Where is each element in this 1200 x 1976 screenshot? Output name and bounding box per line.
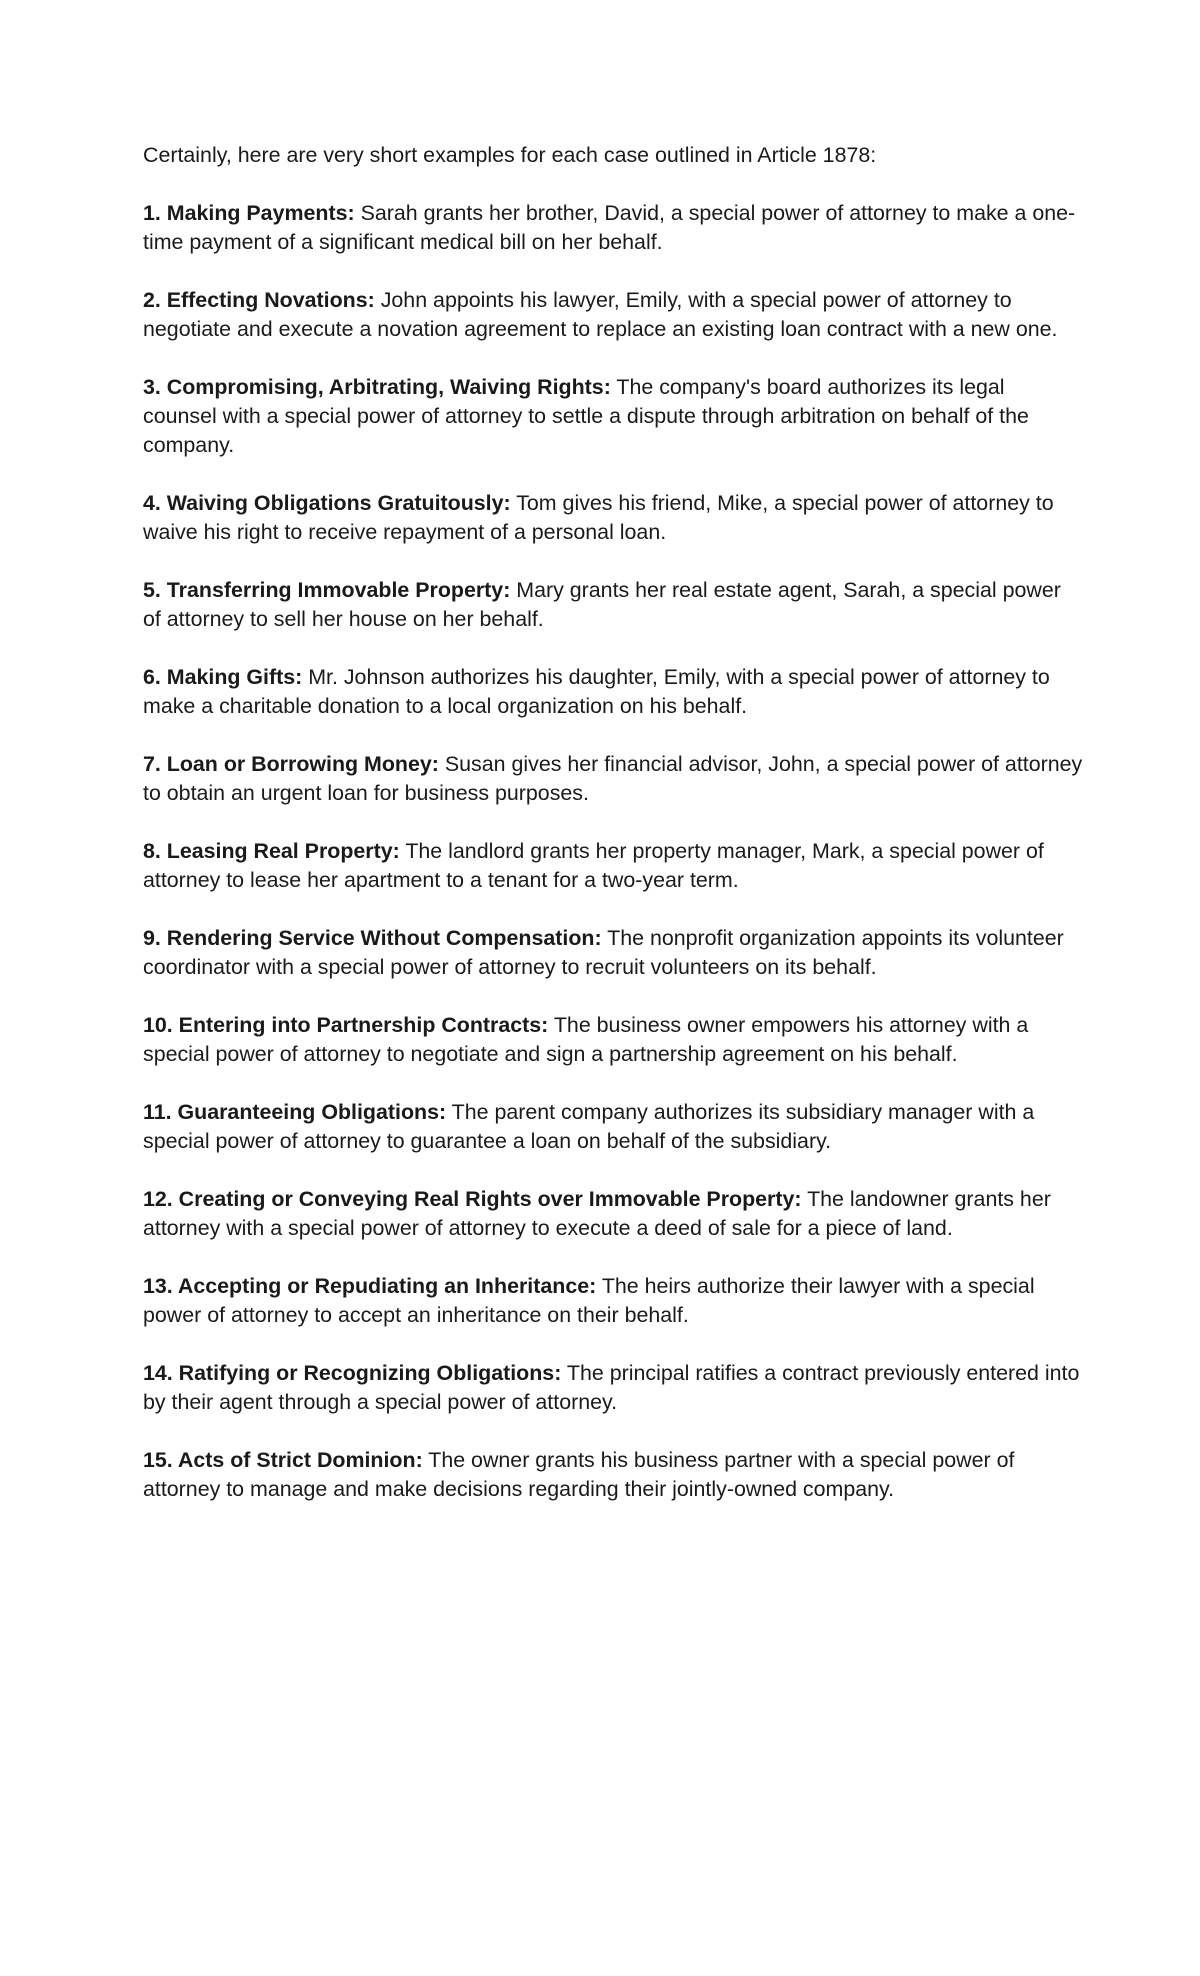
list-item bbox=[143, 286, 1083, 344]
item-text: Sarah grants her brother, David, a special power of attorney to make a one-time payment of a significant medical bill on her behalf. bbox=[143, 201, 1076, 254]
list-item bbox=[143, 1446, 1083, 1504]
item-text: The landlord grants her property manager, Mark, a special power of attorney to lease her apartment to a tenant for a two-year term. bbox=[143, 839, 1044, 892]
item-text: The nonprofit organization appoints its volunteer coordinator with a special power of attorney to recruit volunteers on its behalf. bbox=[143, 926, 1064, 979]
item-heading: 13. Accepting or Repudiating an Inheritance: bbox=[143, 1274, 597, 1298]
item-heading: 14. Ratifying or Recognizing Obligations: bbox=[143, 1361, 562, 1385]
intro-paragraph: Certainly, here are very short examples for each case outlined in Article 1878: bbox=[143, 143, 877, 167]
item-text: Mr. Johnson authorizes his daughter, Emily, with a special power of attorney to make a charitable donation to a local organization on his behalf. bbox=[143, 665, 1050, 718]
item-text: The owner grants his business partner with a special power of attorney to manage and make decisions regarding their jointly-owned company. bbox=[143, 1448, 1015, 1501]
list-item bbox=[143, 837, 1083, 895]
item-text: Tom gives his friend, Mike, a special power of attorney to waive his right to receive repayment of a personal loan. bbox=[143, 491, 1054, 544]
list-item bbox=[143, 1359, 1083, 1417]
list-item bbox=[143, 924, 1083, 982]
item-heading: 9. Rendering Service Without Compensation: bbox=[143, 926, 602, 950]
item-text: John appoints his lawyer, Emily, with a special power of attorney to negotiate and execute a novation agreement to replace an existing loan contract with a new one. bbox=[143, 288, 1058, 341]
list-item bbox=[143, 199, 1083, 257]
item-heading: 12. Creating or Conveying Real Rights over Immovable Property: bbox=[143, 1187, 802, 1211]
item-text: Mary grants her real estate agent, Sarah, a special power of attorney to sell her house on her behalf. bbox=[143, 578, 1061, 631]
item-heading: 11. Guaranteeing Obligations: bbox=[143, 1100, 447, 1124]
item-text: The heirs authorize their lawyer with a special power of attorney to accept an inheritance on their behalf. bbox=[143, 1274, 1035, 1327]
list-item bbox=[143, 1272, 1083, 1330]
item-text: The company's board authorizes its legal counsel with a special power of attorney to settle a dispute through arbitration on behalf of the company. bbox=[143, 375, 1029, 457]
list-item bbox=[143, 489, 1083, 547]
item-text: The principal ratifies a contract previously entered into by their agent through a special power of attorney. bbox=[143, 1361, 1080, 1414]
item-heading: 4. Waiving Obligations Gratuitously: bbox=[143, 491, 511, 515]
item-text: The business owner empowers his attorney with a special power of attorney to negotiate and sign a partnership agreement on his behalf. bbox=[143, 1013, 1029, 1066]
item-heading: 3. Compromising, Arbitrating, Waiving Rights: bbox=[143, 375, 611, 399]
item-heading: 7. Loan or Borrowing Money: bbox=[143, 752, 439, 776]
item-heading: 2. Effecting Novations: bbox=[143, 288, 375, 312]
document-body bbox=[143, 141, 1083, 1533]
list-item bbox=[143, 1185, 1083, 1243]
item-heading: 6. Making Gifts: bbox=[143, 665, 303, 689]
item-text: Susan gives her financial advisor, John, a special power of attorney to obtain an urgent loan for business purposes. bbox=[143, 752, 1083, 805]
item-text: The parent company authorizes its subsidiary manager with a special power of attorney to guarantee a loan on behalf of the subsidiary. bbox=[143, 1100, 1035, 1153]
list-item bbox=[143, 663, 1083, 721]
item-heading: 15. Acts of Strict Dominion: bbox=[143, 1448, 423, 1472]
item-heading: 1. Making Payments: bbox=[143, 201, 355, 225]
item-text: The landowner grants her attorney with a special power of attorney to execute a deed of sale for a piece of land. bbox=[143, 1187, 1051, 1240]
list-item bbox=[143, 1098, 1083, 1156]
list-item bbox=[143, 750, 1083, 808]
list-item bbox=[143, 576, 1083, 634]
item-heading: 10. Entering into Partnership Contracts: bbox=[143, 1013, 549, 1037]
list-item bbox=[143, 373, 1083, 460]
item-heading: 5. Transferring Immovable Property: bbox=[143, 578, 511, 602]
list-item bbox=[143, 1011, 1083, 1069]
item-heading: 8. Leasing Real Property: bbox=[143, 839, 400, 863]
